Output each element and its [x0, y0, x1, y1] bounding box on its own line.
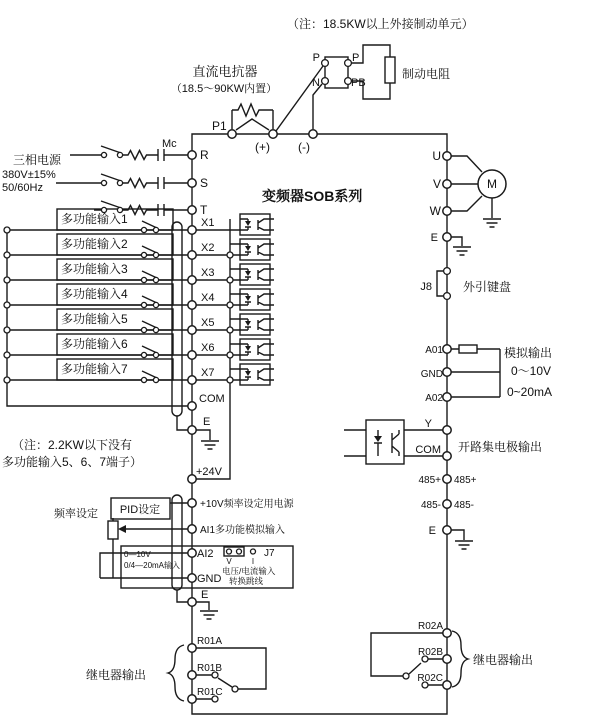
input4-end	[4, 302, 10, 308]
label-t: T	[200, 203, 208, 217]
terminal-e-right2	[443, 526, 451, 534]
ai2-range2: 0/4—20mA输入	[124, 561, 181, 570]
label-485n-out: 485-	[454, 500, 475, 511]
terminal-ai2	[188, 549, 196, 557]
j7-i-label: I	[251, 557, 255, 566]
j7-pin-i	[251, 549, 256, 554]
label-10v-desc: +10V频率设定用电源	[200, 499, 294, 510]
terminal-u	[443, 152, 451, 160]
input-label-1: 多功能输入1	[61, 212, 128, 226]
terminal-r02a	[443, 629, 451, 637]
label-485n-in: 485-	[420, 500, 441, 511]
optocoupler-x6	[240, 339, 274, 360]
label-x6: X6	[201, 342, 215, 354]
terminal-j8-pin1	[444, 268, 451, 275]
switch-x7	[141, 371, 158, 383]
potentiometer	[108, 521, 118, 539]
brake-label-n: N	[312, 77, 320, 89]
dc-reactor-name: 直流电抗器	[192, 64, 258, 79]
dc-reactor-spec: （18.5～90KW内置）	[170, 83, 278, 95]
note-top: （注：18.5KW以上外接制动单元）	[287, 17, 474, 31]
brake-label-p-right: P	[352, 52, 360, 64]
input-label-5: 多功能输入5	[61, 312, 128, 326]
wire-hop	[227, 252, 233, 258]
terminal-r01c	[188, 695, 196, 703]
label-r01c: R01C	[197, 687, 223, 698]
switch-x5	[141, 321, 158, 333]
terminal-s	[188, 179, 196, 187]
label-485p-in: 485+	[418, 475, 441, 486]
terminal-x1	[188, 226, 196, 234]
optocoupler-x5	[240, 314, 274, 335]
terminal-com-right	[443, 452, 451, 460]
input-label-2: 多功能输入2	[61, 237, 128, 251]
label-com: COM	[199, 393, 225, 405]
brake-resistor-label: 制动电阻	[402, 67, 451, 81]
terminal-x7	[188, 376, 196, 384]
label-e-left2: E	[201, 589, 209, 601]
label-p1: P1	[212, 119, 227, 133]
terminal-e-left1	[188, 426, 196, 434]
r02-pivot	[403, 673, 409, 679]
terminal-e-right1	[443, 233, 451, 241]
optocoupler-x7	[240, 364, 274, 385]
label-j8: J8	[420, 281, 432, 293]
label-r01b: R01B	[197, 663, 223, 674]
power-name: 三相电源	[13, 153, 62, 167]
open-collector-label: 开路集电极输出	[458, 440, 543, 454]
label-x2: X2	[201, 242, 215, 254]
terminal-p1	[228, 130, 236, 138]
breaker-contactor-s	[101, 174, 188, 189]
terminal-gnd-right	[443, 368, 451, 376]
wire-hop	[227, 377, 233, 383]
ground-symbol-left1	[201, 441, 219, 449]
terminal-j8-pin2	[444, 293, 451, 300]
input-label-3: 多功能输入3	[61, 262, 128, 276]
ground-symbol-right2	[455, 541, 473, 549]
terminal-x4	[188, 301, 196, 309]
terminal-r02b	[443, 655, 451, 663]
pid-set-label: PID设定	[119, 504, 161, 516]
ai2-range1: 0—10V	[124, 550, 151, 559]
label-r02c: R02C	[417, 673, 443, 684]
label-r02a: R02A	[417, 621, 443, 632]
input3-end	[4, 277, 10, 283]
j7-desc1: 电压/电流输入	[222, 566, 276, 576]
relay1-output-label: 继电器输出	[86, 668, 147, 682]
terminal-485p	[443, 475, 451, 483]
input6-end	[4, 352, 10, 358]
note-bottom-line2: 多功能输入5、6、7端子）	[2, 455, 143, 469]
terminal-485n	[443, 500, 451, 508]
label-com-right: COM	[415, 444, 441, 456]
wire-hop	[227, 327, 233, 333]
label-r01a: R01A	[197, 636, 223, 647]
label-gnd-left: GND	[197, 573, 222, 585]
terminal-x3	[188, 276, 196, 284]
optocoupler-x1	[240, 214, 274, 235]
terminal-t	[188, 206, 196, 214]
relay2-brace	[452, 631, 468, 687]
brake-terminal-p-right	[345, 60, 352, 67]
wire-hop	[227, 352, 233, 358]
terminal-e-left2	[188, 598, 196, 606]
brake-resistor	[385, 57, 395, 83]
switch-x4	[141, 296, 158, 308]
page-title: 变频器SOB系列	[262, 188, 363, 204]
wiper-arrow-icon	[118, 525, 126, 533]
terminal-24v	[188, 475, 196, 483]
optocoupler-x2	[240, 239, 274, 260]
label-a02: A02	[425, 393, 443, 404]
ground-symbol-left2	[200, 611, 218, 619]
label-w: W	[429, 204, 441, 218]
brake-label-pb: PB	[351, 77, 366, 89]
switch-x2	[141, 246, 158, 258]
terminal-y	[443, 426, 451, 434]
label-ai2: AI2	[197, 548, 214, 560]
analog-range-v: 0～10V	[511, 364, 552, 378]
terminal-x5	[188, 326, 196, 334]
label-e-right2: E	[428, 525, 436, 537]
power-voltage: 380V±15%	[2, 169, 56, 181]
switch-x6	[141, 346, 158, 358]
terminal-r01a	[188, 644, 196, 652]
label-plus: (+)	[255, 140, 270, 154]
terminal-a02	[443, 393, 451, 401]
freq-set-label: 频率设定	[54, 508, 98, 520]
terminal-plus	[269, 130, 277, 138]
label-gnd-right: GND	[420, 369, 443, 380]
ground-symbol-motor	[483, 219, 501, 227]
label-ai1-desc: AI1多功能模拟输入	[200, 525, 286, 536]
terminal-a01	[443, 345, 451, 353]
terminal-com	[188, 402, 196, 410]
label-minus: (-)	[298, 140, 310, 154]
optocoupler-x4	[240, 289, 274, 310]
label-a01: A01	[425, 345, 443, 356]
label-e-right1: E	[430, 232, 438, 244]
optocoupler-x3	[240, 264, 274, 285]
j7-desc2: 转换跳线	[229, 576, 264, 586]
input5-end	[4, 327, 10, 333]
ground-symbol-right1	[453, 247, 471, 255]
terminal-ai1	[188, 525, 196, 533]
r01-pivot	[232, 686, 238, 692]
label-r02b: R02B	[417, 647, 443, 658]
input2-end	[4, 252, 10, 258]
power-freq: 50/60Hz	[2, 182, 43, 194]
terminal-10v	[188, 499, 196, 507]
wire-hop	[227, 302, 233, 308]
analog-output-label: 模拟输出	[504, 346, 553, 360]
terminal-x6	[188, 351, 196, 359]
input-label-4: 多功能输入4	[61, 287, 128, 301]
label-e-left1: E	[203, 416, 211, 428]
analog-range-a: 0~20mA	[507, 385, 553, 399]
terminal-w	[443, 207, 451, 215]
cable-shield-analog	[172, 495, 182, 590]
relay1-brace	[168, 645, 184, 701]
label-y: Y	[424, 418, 432, 430]
j7-pin-v2	[237, 549, 242, 554]
input7-end	[4, 377, 10, 383]
label-x3: X3	[201, 267, 215, 279]
brake-terminal-n	[322, 78, 329, 85]
relay2-output-label: 继电器输出	[473, 653, 534, 667]
j7-label: J7	[264, 548, 275, 559]
a01-resistor	[459, 345, 477, 353]
terminal-r01b	[188, 671, 196, 679]
j7-pin-v1	[227, 549, 232, 554]
terminal-v	[443, 180, 451, 188]
wire-hop	[227, 277, 233, 283]
terminal-gnd-left	[188, 574, 196, 582]
brake-label-p-left: P	[312, 52, 320, 64]
label-x1: X1	[201, 217, 215, 229]
label-x7: X7	[201, 367, 215, 379]
input-label-6: 多功能输入6	[61, 337, 128, 351]
label-u: U	[432, 149, 441, 163]
terminals	[4, 60, 451, 704]
input-label-7: 多功能输入7	[61, 362, 128, 376]
open-collector-opto	[366, 420, 404, 464]
label-x5: X5	[201, 317, 215, 329]
terminal-minus	[309, 130, 317, 138]
input1-end	[4, 227, 10, 233]
j7-v-label: V	[226, 557, 232, 566]
label-r: R	[200, 148, 209, 162]
motor-label: M	[487, 177, 497, 191]
label-24v: +24V	[196, 466, 222, 478]
label-485p-out: 485+	[454, 475, 477, 486]
label-v: V	[432, 177, 441, 191]
switch-x3	[141, 271, 158, 283]
terminal-r	[188, 151, 196, 159]
note-bottom-line1: （注：2.2KW以下没有	[12, 438, 133, 452]
label-s: S	[200, 176, 209, 190]
label-x4: X4	[201, 292, 215, 304]
contactor-label: Mc	[162, 138, 177, 150]
keypad-label: 外引键盘	[463, 280, 512, 294]
terminal-x2	[188, 251, 196, 259]
switch-x1	[141, 221, 158, 233]
terminal-r02c	[443, 681, 451, 689]
brake-terminal-p-left	[322, 60, 329, 67]
